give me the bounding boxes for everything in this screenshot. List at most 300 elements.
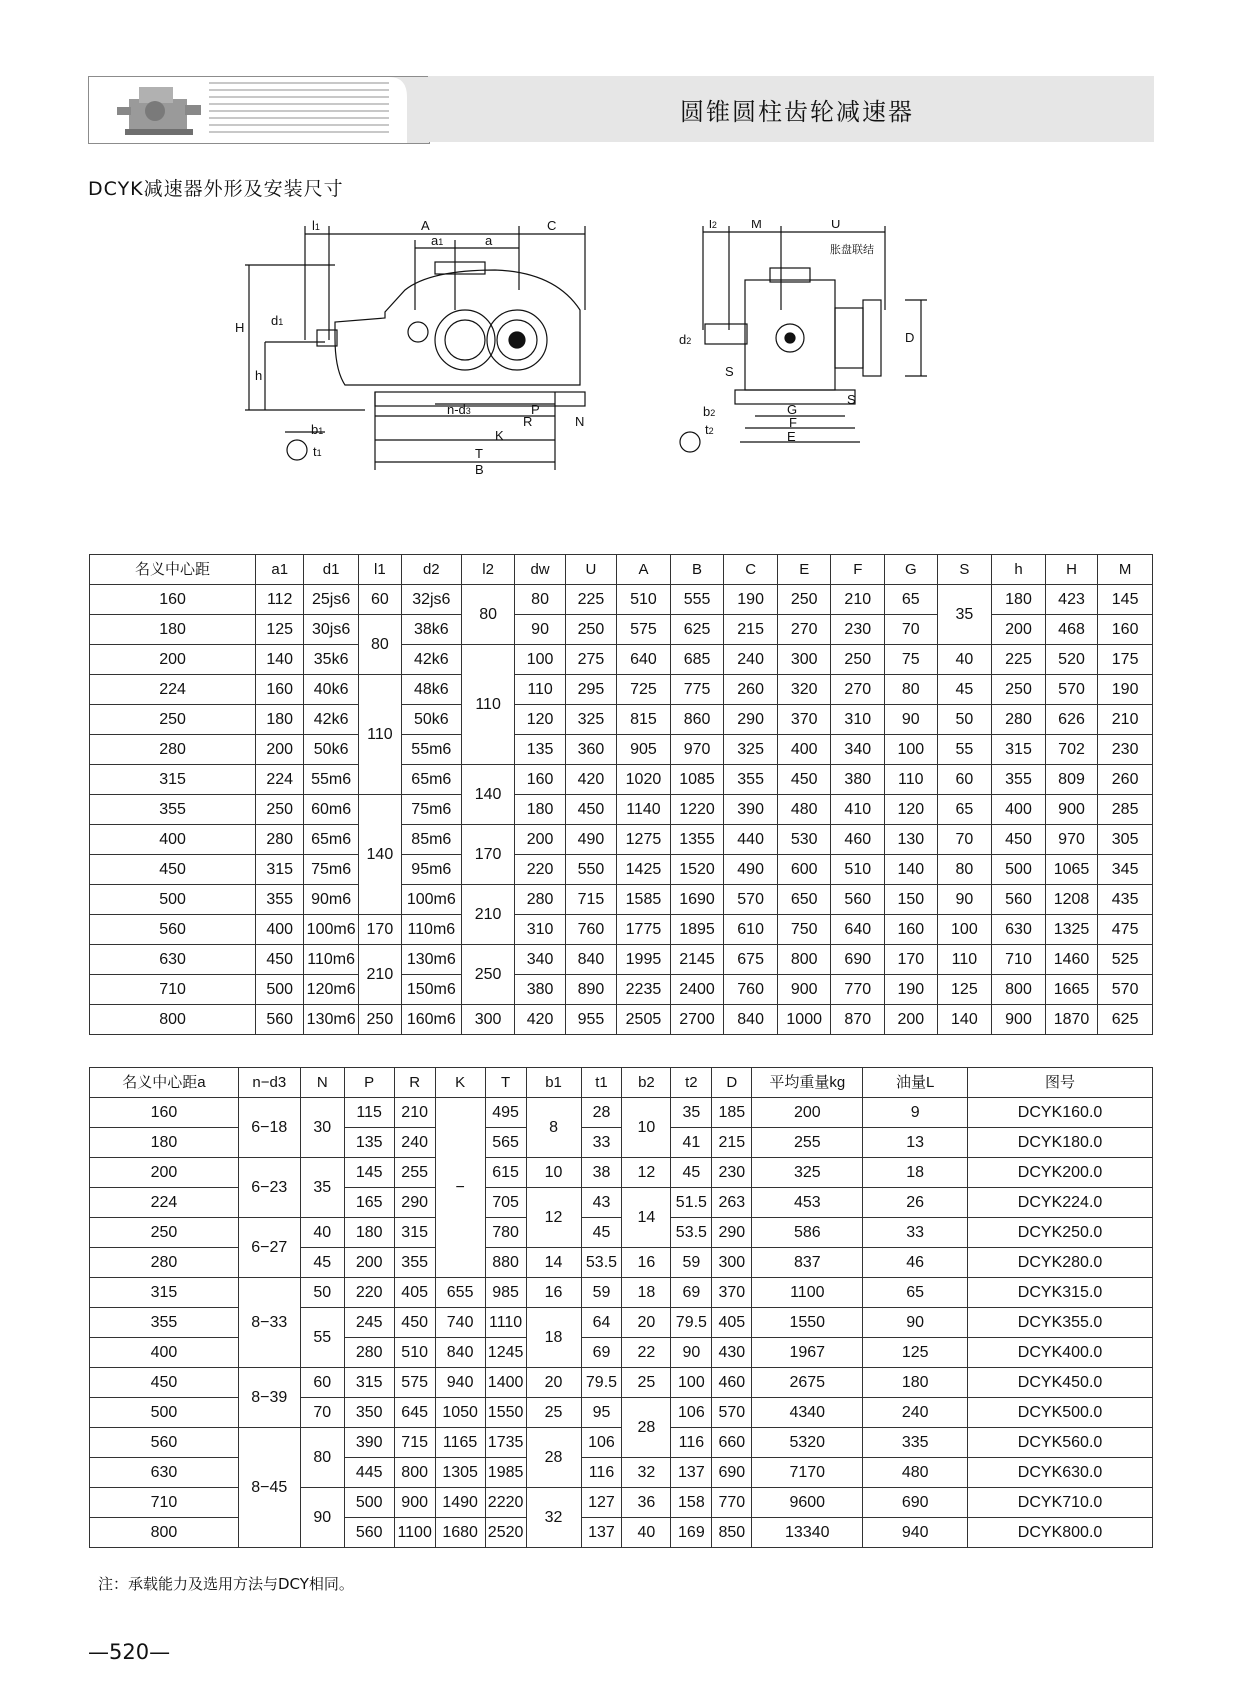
t1-cell-H: 809: [1045, 765, 1098, 795]
t1-cell-h: 450: [992, 825, 1046, 855]
t2-cell-R: 255: [394, 1158, 435, 1188]
t2-cell-t1: 38: [581, 1158, 622, 1188]
dimension-table-2: [89, 1067, 1153, 1548]
t2-cell-R: 575: [394, 1368, 435, 1398]
t2-cell-a: 250: [90, 1218, 239, 1248]
t1-cell-a: 400: [90, 825, 256, 855]
t2-cell-P: 115: [344, 1098, 394, 1128]
t2-cell-weight: 325: [752, 1158, 863, 1188]
t1-cell-H: 520: [1045, 645, 1098, 675]
t2-cell-P: 350: [344, 1398, 394, 1428]
t2-cell-b1: 32: [526, 1488, 581, 1548]
t1-cell-S: 45: [937, 675, 992, 705]
t1-cell-h: 180: [992, 585, 1046, 615]
t1-cell-F: 510: [831, 855, 885, 885]
t1-cell-B: 1355: [670, 825, 724, 855]
t1-header-cell: 名义中心距: [90, 555, 256, 585]
t2-cell-t2: 59: [671, 1248, 712, 1278]
t2-cell-b2: 18: [622, 1278, 671, 1308]
t2-cell-t2: 35: [671, 1098, 712, 1128]
t1-cell-E: 370: [777, 705, 831, 735]
t1-cell-G: 100: [885, 735, 938, 765]
t1-cell-d1: 42k6: [304, 705, 359, 735]
t2-cell-a: 224: [90, 1188, 239, 1218]
t1-cell-d2: 65m6: [401, 765, 461, 795]
t2-cell-K: 940: [435, 1368, 485, 1398]
t1-cell-d1: 65m6: [304, 825, 359, 855]
t2-cell-oil: 690: [863, 1488, 968, 1518]
page-header: [88, 76, 1154, 142]
t1-cell-U: 450: [565, 795, 616, 825]
t1-cell-l1: 170: [358, 915, 401, 945]
t2-cell-T: 2520: [485, 1518, 526, 1548]
t1-cell-B: 970: [670, 735, 724, 765]
t2-cell-a: 710: [90, 1488, 239, 1518]
t2-cell-T: 1110: [485, 1308, 526, 1338]
t1-cell-h: 225: [992, 645, 1046, 675]
t2-cell-R: 210: [394, 1098, 435, 1128]
svg-text:d1: d1: [271, 313, 284, 328]
t1-cell-H: 423: [1045, 585, 1098, 615]
svg-text:T: T: [475, 446, 483, 461]
t1-cell-l1: 60: [358, 585, 401, 615]
t2-cell-D: 263: [712, 1188, 752, 1218]
t1-cell-d1: 30js6: [304, 615, 359, 645]
t1-cell-d2: 95m6: [401, 855, 461, 885]
t2-cell-weight: 9600: [752, 1488, 863, 1518]
t1-cell-G: 140: [885, 855, 938, 885]
t2-cell-N: 80: [300, 1428, 344, 1488]
t1-cell-G: 160: [885, 915, 938, 945]
t2-cell-N: 55: [300, 1308, 344, 1368]
t1-cell-C: 215: [724, 615, 778, 645]
t2-cell-K: 740: [435, 1308, 485, 1338]
t1-cell-B: 1085: [670, 765, 724, 795]
t1-cell-B: 1690: [670, 885, 724, 915]
t1-row: [90, 1005, 1153, 1035]
t2-cell-b2: 10: [622, 1098, 671, 1158]
t1-cell-d2: 75m6: [401, 795, 461, 825]
t2-cell-D: 570: [712, 1398, 752, 1428]
t2-cell-P: 280: [344, 1338, 394, 1368]
t1-cell-G: 65: [885, 585, 938, 615]
t2-cell-oil: 240: [863, 1398, 968, 1428]
t1-cell-a: 800: [90, 1005, 256, 1035]
t1-cell-l2: 210: [461, 885, 515, 945]
t2-cell-b1: 8: [526, 1098, 581, 1158]
t1-cell-h: 630: [992, 915, 1046, 945]
t2-cell-b2: 12: [622, 1158, 671, 1188]
t2-cell-t1: 127: [581, 1488, 622, 1518]
t1-cell-a: 200: [90, 645, 256, 675]
t2-cell-R: 315: [394, 1218, 435, 1248]
t1-cell-dw: 280: [515, 885, 565, 915]
t2-header-cell: D: [712, 1068, 752, 1098]
t2-cell-oil: 13: [863, 1128, 968, 1158]
t1-cell-l2: 300: [461, 1005, 515, 1035]
t1-cell-B: 775: [670, 675, 724, 705]
t2-cell-drawing: DCYK280.0: [968, 1248, 1153, 1278]
t1-row: [90, 945, 1153, 975]
t1-header-cell: B: [670, 555, 724, 585]
svg-text:b1: b1: [311, 422, 324, 437]
t2-cell-nd3: 8−33: [238, 1278, 300, 1368]
t2-cell-t1: 95: [581, 1398, 622, 1428]
t1-cell-U: 840: [565, 945, 616, 975]
t1-header-cell: F: [831, 555, 885, 585]
t2-cell-P: 200: [344, 1248, 394, 1278]
t2-cell-oil: 335: [863, 1428, 968, 1458]
t1-cell-d1: 90m6: [304, 885, 359, 915]
t1-row: [90, 675, 1153, 705]
t2-cell-t2: 106: [671, 1398, 712, 1428]
t1-row: [90, 645, 1153, 675]
t1-cell-dw: 340: [515, 945, 565, 975]
t2-cell-N: 70: [300, 1398, 344, 1428]
t1-cell-F: 270: [831, 675, 885, 705]
t2-cell-N: 50: [300, 1278, 344, 1308]
svg-text:l1: l1: [312, 220, 320, 233]
t2-cell-oil: 65: [863, 1278, 968, 1308]
side-view: [680, 226, 927, 452]
t2-cell-weight: 1967: [752, 1338, 863, 1368]
t1-cell-d2: 110m6: [401, 915, 461, 945]
t1-cell-d2: 50k6: [401, 705, 461, 735]
t1-cell-S: 60: [937, 765, 992, 795]
t2-cell-T: 615: [485, 1158, 526, 1188]
t2-cell-D: 290: [712, 1218, 752, 1248]
t1-header-cell: d2: [401, 555, 461, 585]
t1-cell-l1: 210: [358, 945, 401, 1005]
t1-cell-U: 360: [565, 735, 616, 765]
t1-header-cell: l2: [461, 555, 515, 585]
t1-header-cell: C: [724, 555, 778, 585]
t2-cell-a: 450: [90, 1368, 239, 1398]
t1-cell-a1: 224: [256, 765, 304, 795]
t2-cell-t1: 53.5: [581, 1248, 622, 1278]
t1-cell-dw: 420: [515, 1005, 565, 1035]
t1-cell-A: 2505: [617, 1005, 671, 1035]
t2-cell-P: 445: [344, 1458, 394, 1488]
t2-header-cell: R: [394, 1068, 435, 1098]
t2-cell-P: 390: [344, 1428, 394, 1458]
t2-cell-P: 500: [344, 1488, 394, 1518]
t1-cell-C: 760: [724, 975, 778, 1005]
t1-cell-l2: 170: [461, 825, 515, 885]
t2-cell-D: 460: [712, 1368, 752, 1398]
t1-cell-E: 250: [777, 585, 831, 615]
t1-cell-M: 160: [1098, 615, 1153, 645]
svg-text:胀盘联结: 胀盘联结: [830, 244, 874, 256]
t1-cell-E: 400: [777, 735, 831, 765]
t2-cell-t2: 51.5: [671, 1188, 712, 1218]
t1-cell-M: 190: [1098, 675, 1153, 705]
t1-cell-d1: 40k6: [304, 675, 359, 705]
svg-text:n-d3: n-d3: [447, 402, 471, 417]
t1-cell-dw: 90: [515, 615, 565, 645]
t1-cell-H: 1325: [1045, 915, 1098, 945]
t1-cell-F: 640: [831, 915, 885, 945]
t1-header-cell: A: [617, 555, 671, 585]
t1-header-cell: a1: [256, 555, 304, 585]
t2-cell-b1: 25: [526, 1398, 581, 1428]
t1-cell-E: 450: [777, 765, 831, 795]
t1-cell-a: 315: [90, 765, 256, 795]
t1-cell-C: 840: [724, 1005, 778, 1035]
t1-cell-d2: 48k6: [401, 675, 461, 705]
t1-cell-C: 190: [724, 585, 778, 615]
t2-cell-t1: 59: [581, 1278, 622, 1308]
t2-cell-R: 355: [394, 1248, 435, 1278]
t1-cell-G: 150: [885, 885, 938, 915]
t1-cell-F: 870: [831, 1005, 885, 1035]
t2-cell-weight: 200: [752, 1098, 863, 1128]
t1-cell-l1: 250: [358, 1005, 401, 1035]
t1-cell-dw: 380: [515, 975, 565, 1005]
t1-cell-h: 200: [992, 615, 1046, 645]
t1-cell-U: 295: [565, 675, 616, 705]
t1-cell-H: 1870: [1045, 1005, 1098, 1035]
t2-cell-t2: 53.5: [671, 1218, 712, 1248]
t1-cell-B: 1220: [670, 795, 724, 825]
t1-cell-M: 305: [1098, 825, 1153, 855]
t2-cell-P: 220: [344, 1278, 394, 1308]
t1-row: [90, 615, 1153, 645]
t1-cell-a1: 500: [256, 975, 304, 1005]
t1-row: [90, 825, 1153, 855]
t1-cell-a1: 560: [256, 1005, 304, 1035]
t2-cell-oil: 26: [863, 1188, 968, 1218]
t2-cell-R: 405: [394, 1278, 435, 1308]
t2-cell-a: 800: [90, 1518, 239, 1548]
t2-cell-t1: 106: [581, 1428, 622, 1458]
svg-text:h: h: [255, 368, 263, 383]
svg-text:R: R: [523, 414, 533, 429]
t1-cell-d2: 160m6: [401, 1005, 461, 1035]
t1-cell-G: 130: [885, 825, 938, 855]
t1-cell-E: 320: [777, 675, 831, 705]
t2-header-cell: n−d3: [238, 1068, 300, 1098]
t1-cell-U: 715: [565, 885, 616, 915]
t1-cell-a: 180: [90, 615, 256, 645]
t1-cell-A: 815: [617, 705, 671, 735]
t1-cell-U: 275: [565, 645, 616, 675]
t2-cell-drawing: DCYK560.0: [968, 1428, 1153, 1458]
t1-row: [90, 705, 1153, 735]
t1-cell-S: 70: [937, 825, 992, 855]
t2-row: [90, 1098, 1153, 1128]
t1-cell-H: 1208: [1045, 885, 1098, 915]
t2-cell-t2: 158: [671, 1488, 712, 1518]
t1-cell-H: 626: [1045, 705, 1098, 735]
t1-cell-d2: 38k6: [401, 615, 461, 645]
t2-cell-drawing: DCYK180.0: [968, 1128, 1153, 1158]
t2-cell-R: 645: [394, 1398, 435, 1428]
t1-cell-a: 500: [90, 885, 256, 915]
t2-header-cell: N: [300, 1068, 344, 1098]
svg-text:M: M: [751, 220, 762, 231]
svg-text:B: B: [475, 462, 484, 477]
t1-cell-F: 230: [831, 615, 885, 645]
t1-cell-G: 90: [885, 705, 938, 735]
t2-cell-drawing: DCYK710.0: [968, 1488, 1153, 1518]
t2-cell-P: 135: [344, 1128, 394, 1158]
t2-header-cell: P: [344, 1068, 394, 1098]
t2-cell-oil: 180: [863, 1368, 968, 1398]
t2-cell-weight: 453: [752, 1188, 863, 1218]
t2-cell-b2: 25: [622, 1368, 671, 1398]
t1-cell-G: 190: [885, 975, 938, 1005]
svg-text:t1: t1: [313, 444, 322, 459]
front-view: [245, 226, 585, 470]
svg-text:t2: t2: [705, 422, 714, 437]
t2-cell-a: 400: [90, 1338, 239, 1368]
t2-cell-T: 705: [485, 1188, 526, 1218]
t2-cell-N: 45: [300, 1248, 344, 1278]
t1-cell-h: 900: [992, 1005, 1046, 1035]
t1-cell-C: 290: [724, 705, 778, 735]
t1-cell-a1: 280: [256, 825, 304, 855]
t2-row: [90, 1158, 1153, 1188]
t2-cell-weight: 2675: [752, 1368, 863, 1398]
svg-text:l2: l2: [709, 220, 717, 231]
t2-cell-drawing: DCYK450.0: [968, 1368, 1153, 1398]
svg-text:N: N: [575, 414, 585, 429]
t2-cell-K: 1305: [435, 1458, 485, 1488]
t2-cell-oil: 480: [863, 1458, 968, 1488]
t2-cell-t1: 45: [581, 1218, 622, 1248]
t1-cell-C: 390: [724, 795, 778, 825]
t2-header-cell: K: [435, 1068, 485, 1098]
t1-cell-B: 625: [670, 615, 724, 645]
t1-cell-B: 555: [670, 585, 724, 615]
t2-cell-drawing: DCYK355.0: [968, 1308, 1153, 1338]
t2-cell-b2: 36: [622, 1488, 671, 1518]
t2-cell-T: 780: [485, 1218, 526, 1248]
t2-cell-b2: 32: [622, 1458, 671, 1488]
t2-cell-a: 280: [90, 1248, 239, 1278]
t1-cell-A: 1585: [617, 885, 671, 915]
t1-cell-a1: 112: [256, 585, 304, 615]
t1-cell-C: 570: [724, 885, 778, 915]
t2-header-cell: 油量L: [863, 1068, 968, 1098]
t1-cell-S: 65: [937, 795, 992, 825]
t2-cell-T: 495: [485, 1098, 526, 1128]
t1-cell-dw: 80: [515, 585, 565, 615]
t2-cell-t1: 28: [581, 1098, 622, 1128]
t2-cell-t2: 79.5: [671, 1308, 712, 1338]
t2-cell-b2: 40: [622, 1518, 671, 1548]
t1-cell-l1: 80: [358, 615, 401, 675]
t2-header-cell: b2: [622, 1068, 671, 1098]
t1-cell-M: 230: [1098, 735, 1153, 765]
t2-cell-t2: 90: [671, 1338, 712, 1368]
t1-cell-a: 355: [90, 795, 256, 825]
t1-cell-l2: 110: [461, 645, 515, 765]
t1-cell-d1: 130m6: [304, 1005, 359, 1035]
t2-cell-a: 500: [90, 1398, 239, 1428]
t2-row: [90, 1368, 1153, 1398]
t1-cell-B: 2700: [670, 1005, 724, 1035]
t1-cell-h: 280: [992, 705, 1046, 735]
t2-cell-nd3: 6−18: [238, 1098, 300, 1158]
t2-cell-N: 30: [300, 1098, 344, 1158]
t2-cell-weight: 5320: [752, 1428, 863, 1458]
t2-cell-R: 510: [394, 1338, 435, 1368]
t2-cell-D: 370: [712, 1278, 752, 1308]
t2-cell-D: 770: [712, 1488, 752, 1518]
t2-cell-D: 430: [712, 1338, 752, 1368]
t1-cell-H: 1065: [1045, 855, 1098, 885]
t1-cell-G: 75: [885, 645, 938, 675]
t2-cell-T: 565: [485, 1128, 526, 1158]
t2-cell-oil: 33: [863, 1218, 968, 1248]
t2-cell-R: 290: [394, 1188, 435, 1218]
t2-cell-b2: 14: [622, 1188, 671, 1248]
t2-cell-oil: 9: [863, 1098, 968, 1128]
t2-cell-D: 230: [712, 1158, 752, 1188]
t1-cell-d2: 150m6: [401, 975, 461, 1005]
t1-cell-d2: 42k6: [401, 645, 461, 675]
t1-cell-M: 345: [1098, 855, 1153, 885]
t1-cell-A: 1020: [617, 765, 671, 795]
t1-cell-F: 410: [831, 795, 885, 825]
t2-cell-T: 985: [485, 1278, 526, 1308]
t2-cell-D: 405: [712, 1308, 752, 1338]
t1-cell-F: 340: [831, 735, 885, 765]
t2-cell-t1: 116: [581, 1458, 622, 1488]
t1-cell-F: 310: [831, 705, 885, 735]
svg-text:F: F: [789, 415, 797, 430]
t2-cell-D: 850: [712, 1518, 752, 1548]
t2-cell-K: 1490: [435, 1488, 485, 1518]
t1-cell-d2: 32js6: [401, 585, 461, 615]
svg-text:a1: a1: [431, 233, 444, 248]
t1-cell-U: 955: [565, 1005, 616, 1035]
t1-cell-E: 800: [777, 945, 831, 975]
t2-cell-t2: 100: [671, 1368, 712, 1398]
t1-cell-l2: 140: [461, 765, 515, 825]
t1-cell-dw: 160: [515, 765, 565, 795]
svg-text:C: C: [547, 220, 557, 233]
t1-cell-M: 175: [1098, 645, 1153, 675]
t1-cell-d1: 120m6: [304, 975, 359, 1005]
t1-cell-H: 970: [1045, 825, 1098, 855]
svg-text:E: E: [787, 429, 796, 444]
t1-cell-d1: 100m6: [304, 915, 359, 945]
t2-cell-b1: 20: [526, 1368, 581, 1398]
t2-cell-R: 450: [394, 1308, 435, 1338]
svg-text:S: S: [725, 364, 734, 379]
t2-cell-t1: 69: [581, 1338, 622, 1368]
t2-cell-K: −: [435, 1098, 485, 1278]
t1-cell-C: 675: [724, 945, 778, 975]
t2-cell-t2: 41: [671, 1128, 712, 1158]
t1-row: [90, 885, 1153, 915]
t2-cell-a: 200: [90, 1158, 239, 1188]
t1-cell-U: 225: [565, 585, 616, 615]
t2-cell-weight: 13340: [752, 1518, 863, 1548]
t2-cell-a: 560: [90, 1428, 239, 1458]
t2-cell-D: 300: [712, 1248, 752, 1278]
t2-cell-N: 90: [300, 1488, 344, 1548]
t1-cell-dw: 200: [515, 825, 565, 855]
t2-cell-T: 1400: [485, 1368, 526, 1398]
t2-row: [90, 1428, 1153, 1458]
t1-cell-a1: 250: [256, 795, 304, 825]
dimension-table-1: [89, 554, 1153, 1035]
t2-header-cell: t1: [581, 1068, 622, 1098]
